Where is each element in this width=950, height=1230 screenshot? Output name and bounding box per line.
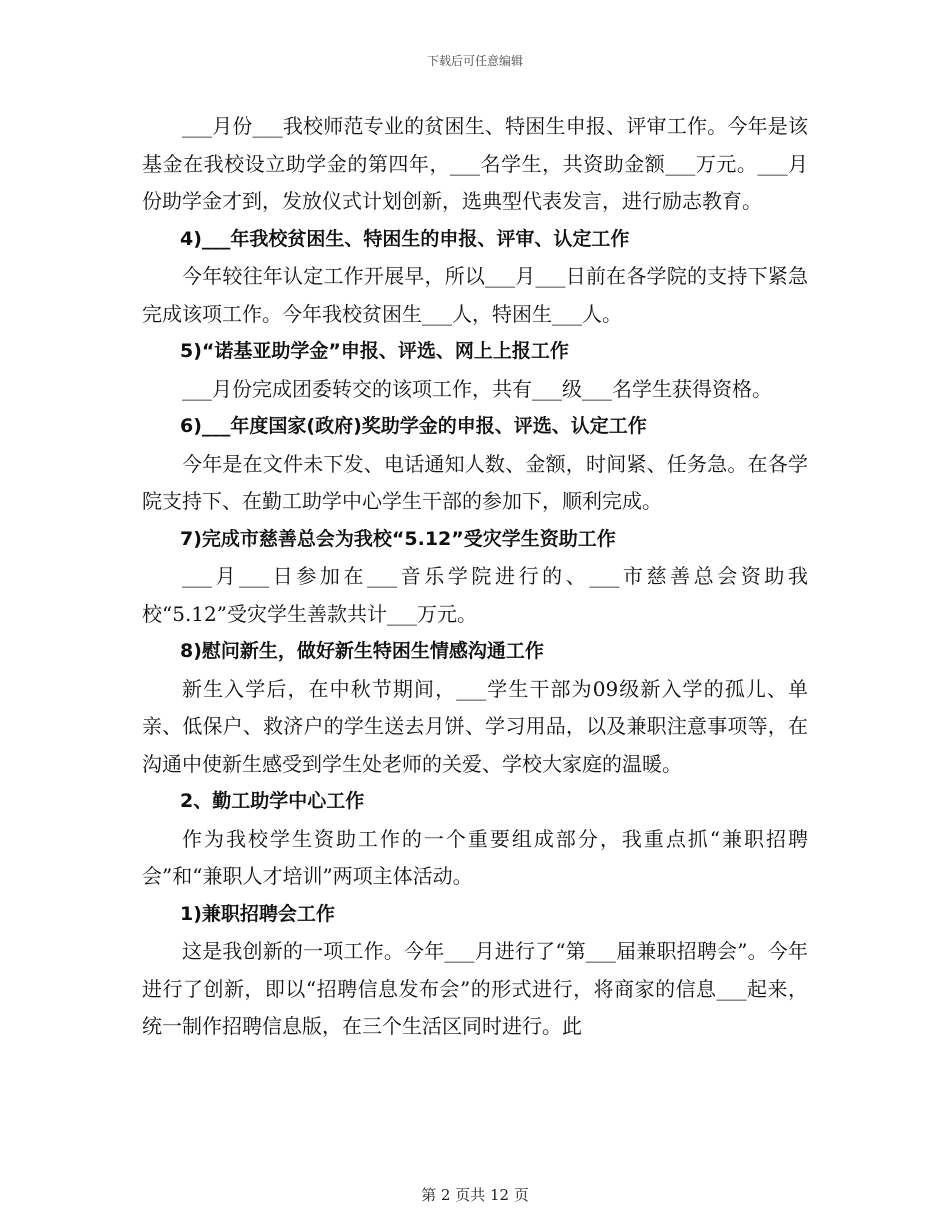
paragraph: 今年较往年认定工作开展早，所以___月___日前在各学院的支持下紧急完成该项工作。今年我校贫困生___人，特困生___人。 [142, 264, 808, 326]
paragraph: ___月份___我校师范专业的贫困生、特困生申报、评审工作。今年是该基金在我校设立助学金的第四年，___名学生，共资助金额___万元。___月份助学金才到，发放仪式计划创新，选典型代表发言，进行励志教育。 [142, 114, 808, 213]
paragraph: 作为我校学生资助工作的一个重要组成部分，我重点抓“兼职招聘会”和“兼职人才培训”两项主体活动。 [142, 826, 808, 888]
paragraph: ___月份完成团委转交的该项工作，共有___级___名学生获得资格。 [182, 376, 772, 401]
paragraph: ___月___日参加在___音乐学院进行的、___市慈善总会资助我校“5.12”受灾学生善款共计___万元。 [142, 564, 808, 626]
section-heading: 5)“诺基亚助学金”申报、评选、网上上报工作 [180, 340, 569, 362]
section-heading: 8)慰问新生，做好新生特困生情感沟通工作 [180, 640, 544, 662]
section-heading: 1)兼职招聘会工作 [180, 902, 335, 925]
section-heading: 4)___年我校贫困生、特困生的申报、评审、认定工作 [180, 227, 630, 250]
section-heading: 2、勤工助学中心工作 [180, 790, 365, 812]
document-body [142, 108, 808, 1046]
section-heading: 6)___年度国家(政府)奖助学金的申报、评选、认定工作 [180, 415, 647, 437]
section-heading: 7)完成市慈善总会为我校“5.12”受灾学生资助工作 [180, 527, 616, 550]
paragraph: 这是我创新的一项工作。今年___月进行了“第___届兼职招聘会”。今年进行了创新，即以“招聘信息发布会”的形式进行，将商家的信息___起来，统一制作招聘信息版，在三个生活区同时进行。此 [142, 939, 808, 1038]
page-footer: 第 2 页共 12 页 [421, 1186, 529, 1204]
page-header: 下载后可任意编辑 [426, 54, 523, 68]
paragraph: 新生入学后，在中秋节期间，___学生干部为09级新入学的孤儿、单亲、低保户、救济户的学生送去月饼、学习用品，以及兼职注意事项等，在沟通中使新生感受到学生处老师的关爱、学校大家庭的温暖。 [142, 676, 808, 776]
paragraph: 今年是在文件未下发、电话通知人数、金额，时间紧、任务急。在各学院支持下、在勤工助学中心学生干部的参加下，顺利完成。 [142, 451, 808, 513]
